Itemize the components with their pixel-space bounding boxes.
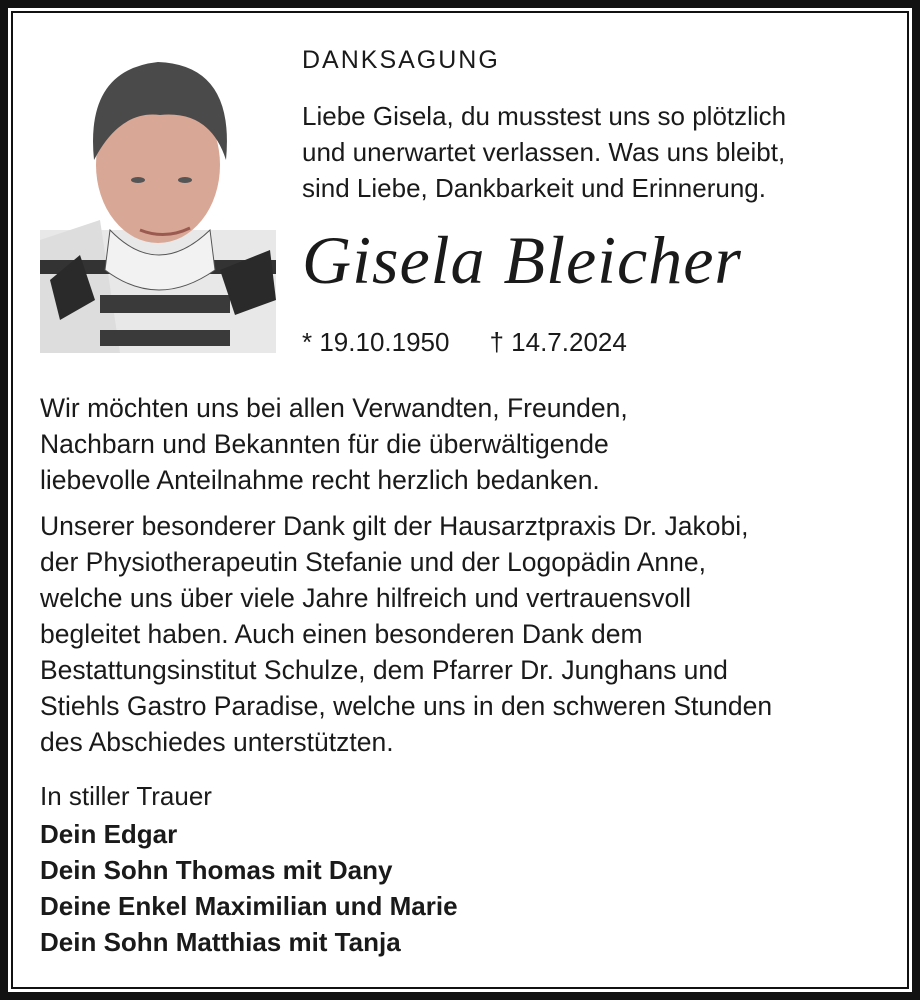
text-line: Stiehls Gastro Paradise, welche uns in den schweren Stunden: [40, 691, 773, 721]
text-line: begleitet haben. Auch einen besonderen Dank dem: [40, 619, 643, 649]
text-line: Nachbarn und Bekannten für die überwältigende: [40, 429, 609, 459]
intro-text: [302, 98, 786, 206]
text-line: Wir möchten uns bei allen Verwandten, Freunden,: [40, 393, 628, 423]
deceased-name: Gisela Bleicher: [302, 222, 742, 298]
text-line: liebevolle Anteilnahme recht herzlich bedanken.: [40, 465, 600, 495]
body-text: [40, 390, 772, 760]
signature-line: Deine Enkel Maximilian und Marie: [40, 891, 458, 921]
text-line: welche uns über viele Jahre hilfreich und vertrauensvoll: [40, 583, 692, 613]
text-line: der Physiotherapeutin Stefanie und der Logopädin Anne,: [40, 547, 706, 577]
intro-line: und unerwartet verlassen. Was uns bleibt,: [302, 137, 786, 167]
birth-date: * 19.10.1950: [302, 327, 450, 357]
heading: DANKSAGUNG: [302, 46, 500, 74]
life-dates: [302, 324, 667, 360]
text-line: Bestattungsinstitut Schulze, dem Pfarrer Dr. Junghans und: [40, 655, 728, 685]
signature-line: Dein Sohn Thomas mit Dany: [40, 855, 393, 885]
text-line: Unserer besonderer Dank gilt der Hausarztpraxis Dr. Jakobi,: [40, 511, 749, 541]
paragraph-2: [40, 508, 772, 760]
paragraph-1: [40, 390, 772, 498]
intro-line: sind Liebe, Dankbarkeit und Erinnerung.: [302, 173, 766, 203]
closing-text: In stiller Trauer: [40, 781, 212, 811]
text-line: des Abschiedes unterstützten.: [40, 727, 394, 757]
signature-line: Dein Edgar: [40, 819, 178, 849]
signatures: [40, 816, 458, 960]
signature-line: Dein Sohn Matthias mit Tanja: [40, 927, 401, 957]
death-date: † 14.7.2024: [489, 327, 627, 357]
portrait-photo: [40, 40, 276, 353]
intro-line: Liebe Gisela, du musstest uns so plötzlich: [302, 101, 787, 131]
